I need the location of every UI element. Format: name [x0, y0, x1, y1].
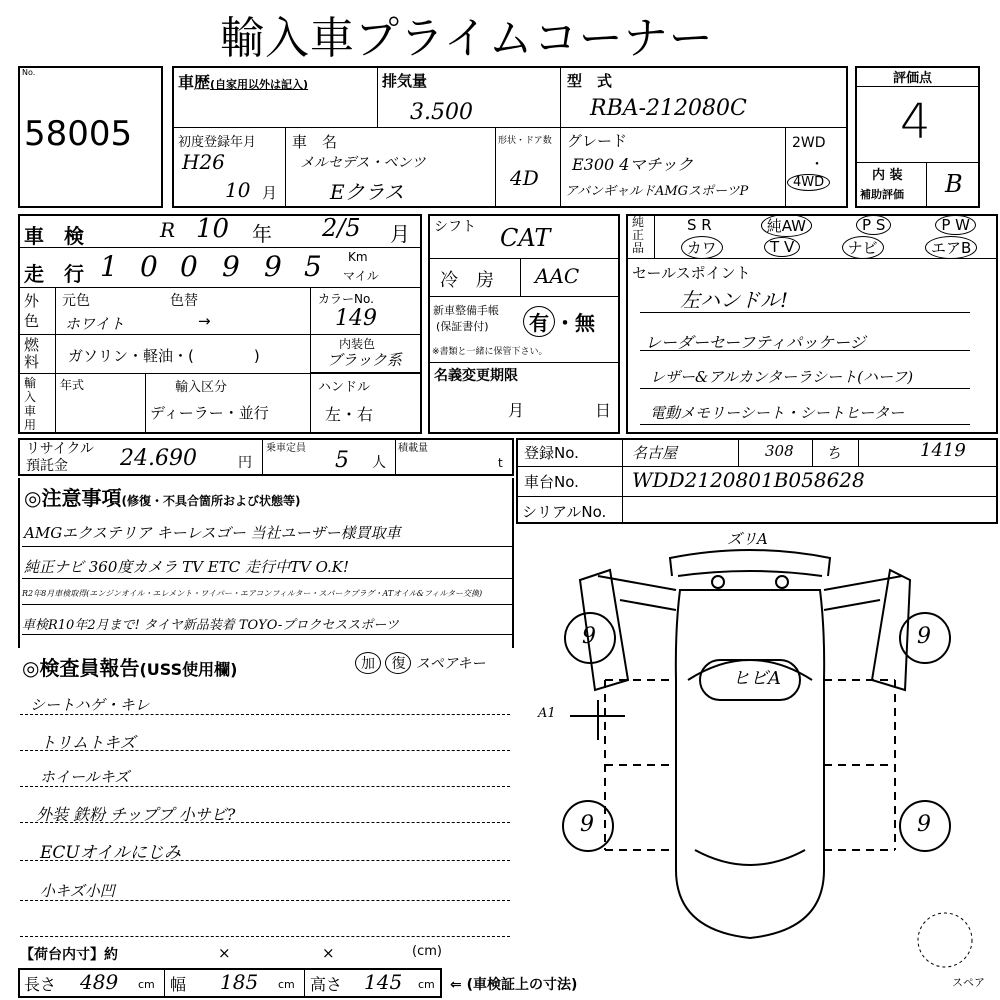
- inspection-year: 10: [196, 214, 230, 244]
- equipment-row2: [660, 236, 998, 258]
- sales-point: 電動メモリーシート・シートヒーター: [650, 404, 905, 422]
- mileage-digit: 1: [100, 250, 118, 283]
- name-change-label: 名義変更期限: [434, 368, 518, 384]
- handle-label: ハンドル: [318, 380, 371, 395]
- inspector-stamps: 加 復 スペアキー: [355, 652, 485, 674]
- color-change-label: 色替: [170, 293, 198, 309]
- first-reg-month: 10: [225, 178, 251, 202]
- interior-color-value: ブラック系: [327, 351, 402, 369]
- recycle-label-sub: 預託金: [26, 458, 68, 474]
- car-name-model: Eクラス: [330, 180, 404, 204]
- notes-line: AMGエクステリア キーレスゴー 当社ユーザー様買取車: [24, 524, 401, 542]
- length-label: 長さ: [24, 975, 57, 994]
- length-value: 489: [80, 970, 119, 994]
- inspector-line: 外装 鉄粉 チッププ 小サビ?: [36, 805, 236, 824]
- recycle-unit: 円: [238, 455, 252, 471]
- mileage-unit-km: Km: [348, 250, 368, 264]
- serial-label: シリアルNo.: [522, 503, 607, 521]
- interior-color-label: 内装色: [339, 337, 376, 351]
- notes-line: 純正ナビ 360度カメラ TV ETC 走行中TV O.K!: [24, 558, 349, 576]
- mileage-digit: 0: [140, 250, 158, 283]
- equipment-item: 純AW: [761, 214, 812, 237]
- notes-line: R2年8月車検取得(エンジンオイル・エレメント・ワイパー・エアコンフィルター・スパークプラグ・ATオイル&フィルター交換): [22, 589, 483, 598]
- import-label: 輸入車用: [24, 376, 37, 432]
- color-code-label: カラーNo.: [318, 292, 374, 306]
- sales-point: 左ハンドル!: [680, 288, 789, 312]
- height-label: 高さ: [310, 975, 343, 994]
- cargo-unit: (cm): [412, 944, 442, 959]
- color-outer-label: 外色: [24, 292, 40, 330]
- color-code: 149: [335, 306, 377, 331]
- equipment-item: ナビ: [842, 236, 884, 259]
- color-arrow: →: [198, 312, 211, 330]
- capacity-value: 5: [335, 448, 349, 473]
- inspector-line: ホイールキズ: [40, 768, 130, 786]
- registration-number: 1419: [920, 440, 966, 461]
- interior-score: B: [945, 170, 963, 198]
- equipment-item: P W: [935, 215, 976, 235]
- mileage-digit: 9: [264, 250, 282, 283]
- lot-number-label: No.: [22, 68, 36, 77]
- body-type-label: 形状・ドア数: [498, 136, 552, 146]
- color-original: ホワイト: [65, 315, 125, 333]
- chassis-label: 車台No.: [524, 473, 579, 491]
- spare-label: スペア: [952, 976, 985, 989]
- inspection-label: 車 検: [24, 224, 84, 248]
- capacity-unit: 人: [372, 455, 386, 471]
- shift-value: CAT: [500, 224, 551, 252]
- drive-2wd: 2WD: [792, 135, 826, 151]
- tire-rear-right: 9: [917, 812, 931, 837]
- inspection-year-unit: 年: [252, 222, 272, 246]
- tire-front-right: 9: [917, 624, 931, 649]
- inspector-line: 小キズ小凹: [40, 882, 115, 900]
- sales-points-label: セールスポイント: [632, 264, 751, 282]
- registration-class: 308: [765, 442, 794, 460]
- lot-number: 58005: [24, 114, 133, 154]
- sales-point: レザー&アルカンターラシート(ハーフ): [650, 368, 914, 386]
- height-value: 145: [364, 970, 403, 994]
- import-type-value: ディーラー・並行: [150, 404, 269, 422]
- roof-damage-note: ヒビA: [732, 668, 781, 689]
- registration-place: 名古屋: [632, 444, 678, 462]
- equipment-item: S R: [687, 216, 712, 234]
- fuel-label: 燃料: [24, 336, 40, 371]
- first-reg-month-unit: 月: [262, 184, 278, 202]
- mileage-digit: 5: [304, 250, 322, 283]
- grade-label: グレード: [567, 132, 628, 150]
- import-year-label: 年式: [60, 378, 85, 392]
- height-unit: cm: [418, 978, 435, 991]
- equipment-item: カワ: [681, 236, 723, 259]
- mileage-digit: 9: [222, 250, 240, 283]
- aux-score-label: 補助評価: [860, 188, 904, 201]
- tire-front-left: 9: [582, 624, 596, 649]
- displacement-value: 3.500: [410, 100, 473, 125]
- history-label: 車歴(自家用以外は記入): [178, 73, 309, 92]
- mileage-digits: [92, 250, 332, 286]
- model-code-label: 型 式: [567, 72, 613, 90]
- drive-4wd: 4WD: [787, 174, 830, 191]
- name-change-day: 日: [595, 401, 612, 420]
- manual-note: ※書類と一緒に保管下さい。: [432, 347, 548, 357]
- inspector-header: ◎検査員報告(USS使用欄): [22, 656, 238, 680]
- ac-label: 冷 房: [440, 270, 494, 291]
- interior-color-box: [310, 334, 422, 373]
- equipment-label: 純正品: [632, 215, 645, 255]
- first-reg-label: 初度登録年月: [178, 135, 257, 150]
- mileage-digit: 0: [180, 250, 198, 283]
- recycle-value: 24.690: [120, 446, 197, 471]
- mileage-unit-mile: マイル: [343, 269, 379, 283]
- displacement-label: 排気量: [382, 72, 428, 90]
- tire-rear-left: 9: [580, 812, 594, 837]
- sales-point: レーダーセーフティパッケージ: [645, 333, 866, 352]
- shift-label: シフト: [434, 219, 476, 235]
- cargo-label: 【荷台内寸】約: [20, 947, 118, 963]
- inspection-day: 2/5: [322, 214, 361, 242]
- color-original-label: 元色: [62, 293, 90, 309]
- inspector-line: シートハゲ・キレ: [30, 696, 150, 714]
- capacity-label: 乗車定員: [266, 443, 306, 454]
- inspector-line: ECUオイルにじみ: [40, 843, 181, 863]
- lot-number-box: [18, 66, 163, 208]
- length-unit: cm: [138, 978, 155, 991]
- inspection-era: R: [160, 218, 176, 242]
- import-type-label: 輸入区分: [175, 380, 228, 395]
- equipment-row1: [660, 214, 998, 236]
- fuel-options: ガソリン・軽油・( ): [68, 347, 260, 365]
- ac-value: AAC: [535, 264, 580, 288]
- car-diagram: [500, 530, 1000, 970]
- inspection-month-unit: 月: [390, 222, 410, 246]
- width-unit: cm: [278, 978, 295, 991]
- equipment-item: エアB: [925, 236, 977, 259]
- model-code-value: RBA-212080C: [590, 96, 747, 121]
- recycle-label: リサイクル: [26, 441, 95, 457]
- equipment-item: P S: [856, 215, 891, 235]
- drive-dot: ・: [810, 157, 824, 173]
- cargo-x1: ×: [218, 944, 231, 962]
- first-reg-year: H26: [182, 150, 225, 174]
- load-label: 積載量: [398, 443, 428, 454]
- dimensions-note: ⇐ (車検証上の寸法): [450, 977, 578, 993]
- car-name-maker: メルセデス・ベンツ: [300, 155, 426, 171]
- grade-line2: アバンギャルドAMGスポーツP: [565, 184, 749, 199]
- mileage-label: 走 行: [24, 262, 84, 286]
- cargo-x2: ×: [322, 944, 335, 962]
- score-label: 評価点: [893, 71, 933, 86]
- interior-label: 内 装: [872, 168, 903, 183]
- front-damage-note: ズリA: [727, 530, 768, 548]
- registration-kana: ち: [826, 444, 842, 462]
- body-type-value: 4D: [510, 166, 539, 190]
- width-label: 幅: [170, 975, 187, 994]
- page-title: 輸入車プライムコーナー: [220, 13, 714, 64]
- inspector-line: トリムトキズ: [40, 733, 136, 752]
- handle-value: 左・右: [325, 405, 374, 424]
- manual-options: 有 ・無: [523, 306, 595, 337]
- notes-header: ◎注意事項(修復・不具合箇所および状態等): [24, 486, 301, 510]
- manual-label-sub: (保証書付): [436, 320, 489, 333]
- manual-label: 新車整備手帳: [433, 304, 499, 317]
- width-value: 185: [220, 970, 259, 994]
- grade-line1: E300 4マチック: [572, 155, 694, 174]
- notes-line: 車検R10年2月まで! タイヤ新品装着 TOYO-プロクセススポーツ: [22, 618, 399, 633]
- score-value: 4: [900, 94, 931, 150]
- car-name-label: 車 名: [292, 133, 338, 151]
- side-damage-mark: A1: [538, 706, 556, 721]
- equipment-item: T V: [764, 237, 800, 257]
- registration-label: 登録No.: [524, 444, 579, 462]
- name-change-month: 月: [508, 401, 525, 420]
- load-unit: t: [498, 456, 503, 470]
- chassis-value: WDD2120801B058628: [632, 468, 865, 492]
